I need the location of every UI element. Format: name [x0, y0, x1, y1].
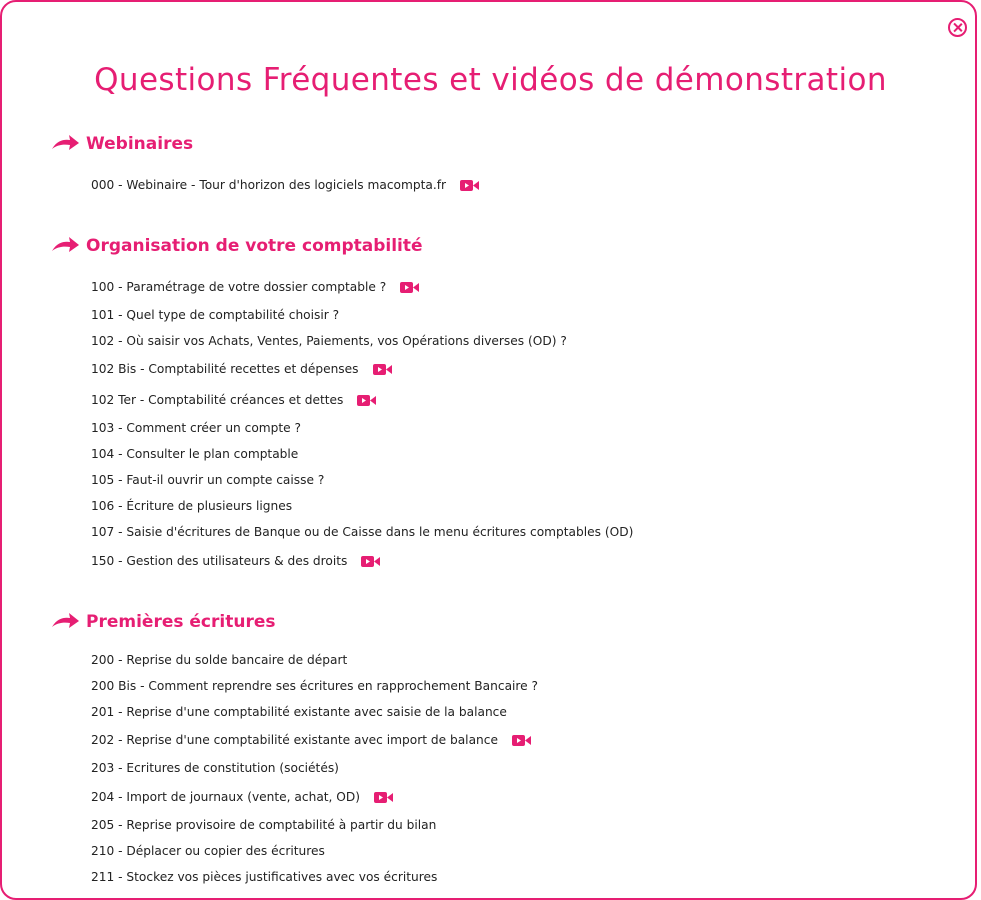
video-camera-icon[interactable] — [357, 395, 376, 406]
faq-link[interactable] — [91, 650, 347, 670]
faq-link-label: 105 - Faut-il ouvrir un compte caisse ? — [91, 473, 325, 487]
faq-link[interactable] — [91, 277, 419, 297]
faq-link[interactable] — [91, 331, 567, 351]
faq-link-label: 103 - Comment créer un compte ? — [91, 421, 302, 435]
faq-link-label: 200 - Reprise du solde bancaire de départ — [91, 653, 348, 667]
faq-link[interactable] — [91, 418, 301, 438]
close-icon[interactable] — [948, 18, 967, 37]
faq-link[interactable] — [91, 390, 376, 410]
section-title: Premières écritures — [86, 612, 276, 632]
section-header — [50, 610, 275, 634]
section-header — [50, 132, 193, 156]
section-title: Webinaires — [86, 134, 194, 154]
faq-link-label: 204 - Import de journaux (vente, achat, OD) — [91, 790, 361, 804]
faq-link-label: 210 - Déplacer ou copier des écritures — [91, 844, 325, 858]
page-title: Questions Fréquentes et vidéos de démonstration — [94, 62, 887, 98]
video-camera-icon[interactable] — [400, 282, 419, 293]
video-camera-icon[interactable] — [361, 556, 380, 567]
faq-link-label: 102 Bis - Comptabilité recettes et dépenses — [91, 362, 359, 376]
faq-link[interactable] — [91, 444, 298, 464]
faq-link[interactable] — [91, 730, 531, 750]
faq-link-label: 211 - Stockez vos pièces justificatives avec vos écritures — [91, 870, 438, 884]
video-camera-icon[interactable] — [512, 735, 531, 746]
faq-link-label: 104 - Consulter le plan comptable — [91, 447, 299, 461]
faq-link-label: 102 Ter - Comptabilité créances et dettes — [91, 393, 344, 407]
faq-link-label: 101 - Quel type de comptabilité choisir ? — [91, 308, 340, 322]
faq-link[interactable] — [91, 522, 633, 542]
faq-link-label: 106 - Écriture de plusieurs lignes — [91, 499, 293, 513]
faq-link[interactable] — [91, 496, 292, 516]
faq-link[interactable] — [91, 815, 436, 835]
faq-link[interactable] — [91, 841, 325, 861]
arrow-right-icon — [50, 236, 80, 256]
faq-link[interactable] — [91, 867, 437, 887]
faq-link[interactable] — [91, 758, 339, 778]
arrow-right-icon — [50, 612, 80, 632]
faq-link[interactable] — [91, 359, 392, 379]
faq-link[interactable] — [91, 470, 324, 490]
video-camera-icon[interactable] — [373, 364, 392, 375]
faq-link-label: 107 - Saisie d'écritures de Banque ou de Caisse dans le menu écritures comptables (OD) — [91, 525, 634, 539]
faq-link-label: 102 - Où saisir vos Achats, Ventes, Paiements, vos Opérations diverses (OD) ? — [91, 334, 567, 348]
faq-link[interactable] — [91, 787, 393, 807]
faq-link-label: 000 - Webinaire - Tour d'horizon des logiciels macompta.fr — [91, 178, 447, 192]
faq-link-label: 201 - Reprise d'une comptabilité existante avec saisie de la balance — [91, 705, 507, 719]
faq-link-label: 150 - Gestion des utilisateurs & des droits — [91, 554, 348, 568]
faq-link-label: 205 - Reprise provisoire de comptabilité à partir du bilan — [91, 818, 437, 832]
faq-link[interactable] — [91, 305, 339, 325]
video-camera-icon[interactable] — [460, 180, 479, 191]
faq-link[interactable] — [91, 551, 380, 571]
section-header — [50, 234, 423, 258]
video-camera-icon[interactable] — [374, 792, 393, 803]
faq-link-label: 200 Bis - Comment reprendre ses écritures en rapprochement Bancaire ? — [91, 679, 539, 693]
faq-link[interactable] — [91, 676, 538, 696]
arrow-right-icon — [50, 134, 80, 154]
faq-link[interactable] — [91, 702, 507, 722]
faq-link-label: 202 - Reprise d'une comptabilité existante avec import de balance — [91, 733, 498, 747]
faq-link-label: 100 - Paramétrage de votre dossier comptable ? — [91, 280, 387, 294]
section-title: Organisation de votre comptabilité — [86, 236, 423, 256]
faq-link[interactable] — [91, 175, 479, 195]
faq-link-label: 203 - Ecritures de constitution (sociétés) — [91, 761, 339, 775]
